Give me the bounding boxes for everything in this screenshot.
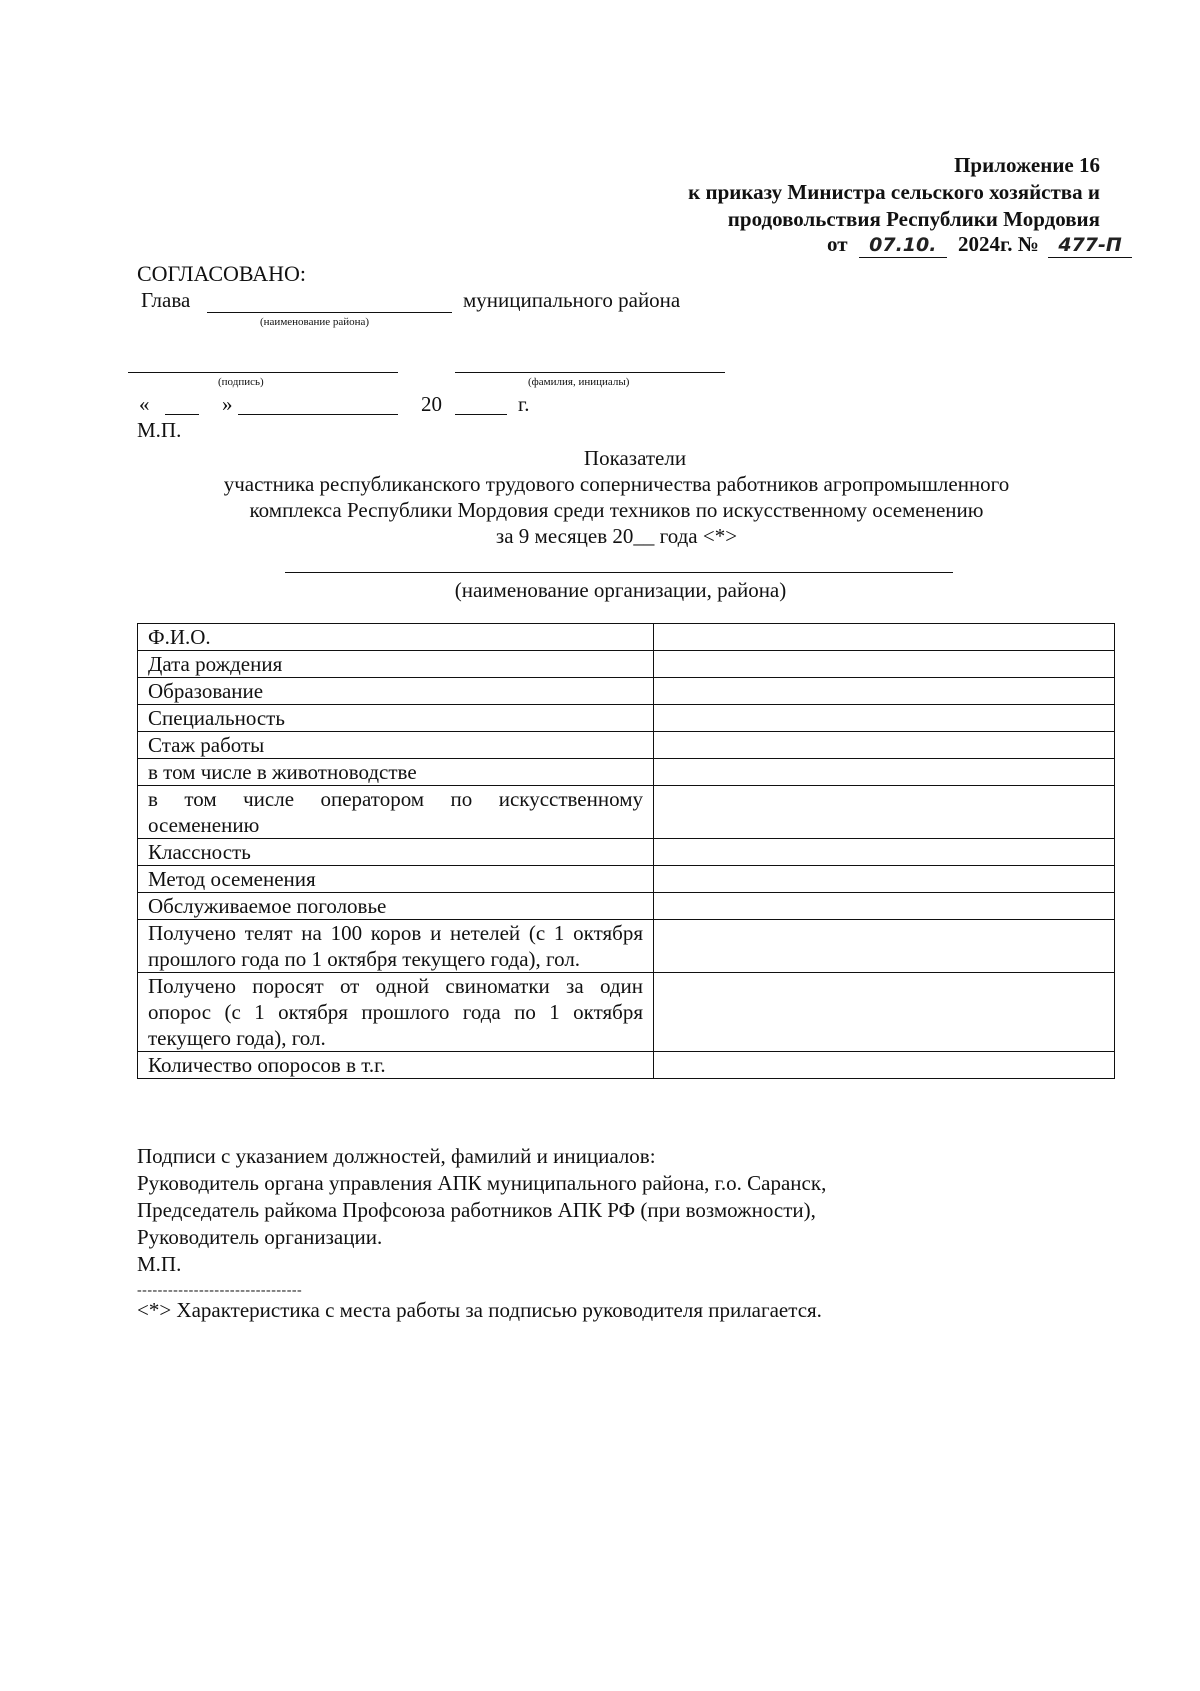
row-label: Обслуживаемое поголовье [138,893,654,920]
name-field [455,372,725,373]
row-label: Дата рождения [138,651,654,678]
table-row [138,651,1115,678]
table-row [138,759,1115,786]
row-value [654,732,1115,759]
title-line-3: комплекса Республики Мордовия среди техников по искусственному осеменению [249,498,984,522]
appendix-line-1: к приказу Министра сельского хозяйства и [688,180,1100,204]
title-line-2: участника республиканского трудового соперничества работников агропромышленного [223,472,1010,496]
order-number-handwritten: 477-П [1058,234,1122,256]
row-value [654,678,1115,705]
table-row [138,678,1115,705]
row-value [654,973,1115,1052]
title-line-4: за 9 месяцев 20__ года <*> [495,524,738,548]
row-value [654,786,1115,839]
appendix-title: Приложение 16 [954,153,1100,177]
appendix-line-2: продовольствия Республики Мордовия [727,207,1100,231]
table-row [138,624,1115,651]
row-label: Получено телят на 100 коров и нетелей (с 1 октября прошлого года по 1 октября текущего года), гол. [138,920,654,973]
title-line-1: Показатели [583,446,687,470]
row-label: Специальность [138,705,654,732]
signatures-stamp: М.П. [137,1252,182,1276]
table-row [138,732,1115,759]
row-value [654,759,1115,786]
row-value [654,1052,1115,1079]
date-month-field [238,414,398,415]
indicators-table [137,623,1115,1079]
row-value [654,705,1115,732]
row-label: Классность [138,839,654,866]
row-label: Стаж работы [138,732,654,759]
year-suffix: г. [518,392,530,416]
row-label: в том числе оператором по искусственному осеменению [138,786,654,839]
organization-caption: (наименование организации, района) [454,578,787,602]
head-label: Глава [141,288,191,312]
table-row [138,1052,1115,1079]
table-row [138,893,1115,920]
row-value [654,651,1115,678]
table-row [138,920,1115,973]
row-value [654,624,1115,651]
signatures-line-4: Руководитель организации. [137,1225,383,1249]
district-suffix: муниципального района [463,288,681,312]
row-label: Образование [138,678,654,705]
signatures-line-3: Председатель райкома Профсоюза работников АПК РФ (при возможности), [137,1198,816,1222]
order-line [827,232,1132,258]
order-prefix: от [827,232,848,256]
footnote-separator: -------------------------------- [137,1283,303,1298]
row-label: Количество опоросов в т.г. [138,1052,654,1079]
table-row [138,839,1115,866]
appendix-header [688,152,1100,233]
district-name-field [207,312,452,313]
order-year: 2024г. № [958,232,1039,256]
signature-caption: (подпись) [218,376,264,388]
row-label: Получено поросят от одной свиноматки за один опорос (с 1 октября прошлого года по 1 октября текущего года), гол. [138,973,654,1052]
table-row [138,866,1115,893]
signatures-block [137,1143,826,1278]
table-row [138,786,1115,839]
row-value [654,920,1115,973]
row-label: в том числе в животноводстве [138,759,654,786]
row-value [654,839,1115,866]
footnote: <*> Характеристика с места работы за подписью руководителя прилагается. [137,1298,822,1322]
row-value [654,893,1115,920]
table-row [138,705,1115,732]
date-day-field [165,414,199,415]
district-caption: (наименование района) [260,316,370,328]
date-close-quote: » [222,392,233,416]
order-date-handwritten: 07.10. [869,234,937,256]
row-label: Метод осеменения [138,866,654,893]
row-label: Ф.И.О. [138,624,654,651]
approval-heading: СОГЛАСОВАНО: [137,261,306,286]
signatures-line-2: Руководитель органа управления АПК муниципального района, г.о. Саранск, [137,1171,827,1195]
date-open-quote: « [139,392,150,416]
signatures-line-1: Подписи с указанием должностей, фамилий и инициалов: [137,1144,656,1168]
table-row [138,973,1115,1052]
year-prefix: 20 [421,392,442,416]
approval-stamp: М.П. [137,418,182,442]
name-caption: (фамилия, инициалы) [528,376,630,388]
row-value [654,866,1115,893]
organization-field [285,572,953,573]
date-year-field [455,414,507,415]
signature-field [128,372,398,373]
